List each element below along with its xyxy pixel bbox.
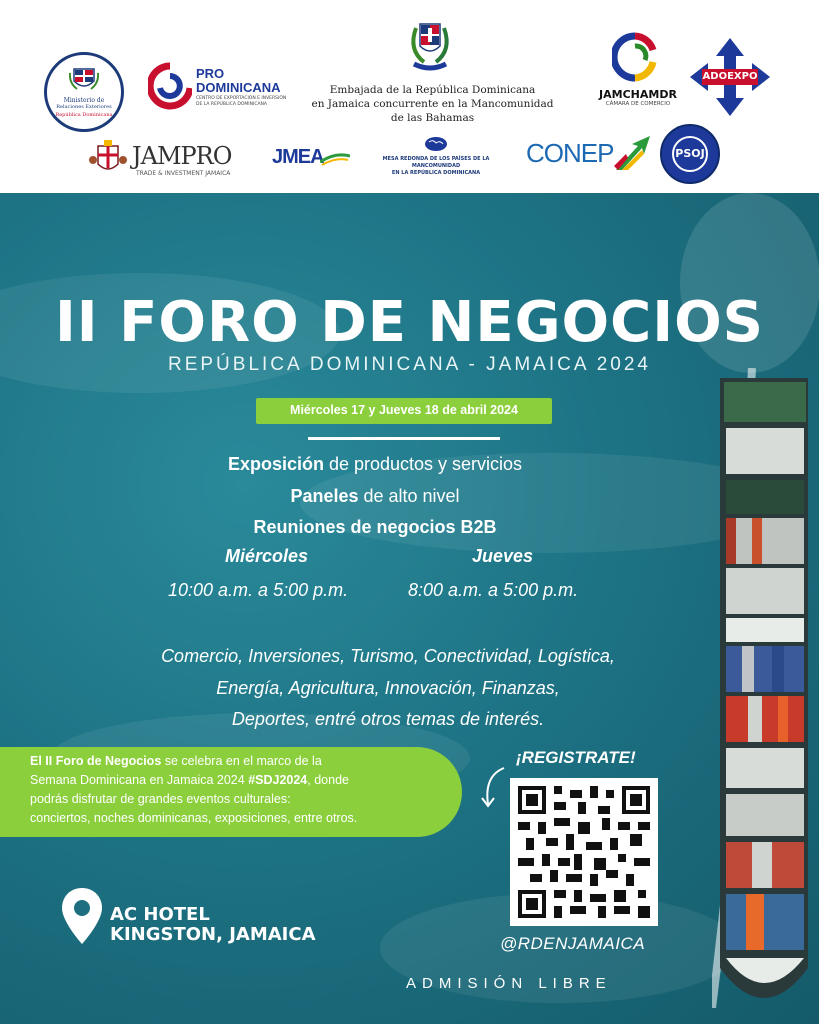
feature-exposicion-bold: Exposición [227,454,324,474]
conep-arrow-icon [612,136,652,172]
schedule-time2: 8:00 a.m. a 5:00 p.m. [408,580,579,600]
map-pin-icon [60,886,104,946]
jamchamdr-sub: CÁMARA DE COMERCIO [605,101,671,107]
mirex-line2: Relaciones Exteriores [56,104,112,110]
info-line4: conciertos, noches dominicanas, exposiciones, entre otros. [30,811,358,825]
mirex-line1: Ministerio de [63,97,105,104]
info-line2 [30,771,462,790]
info-bold1: El II Foro de Negocios [30,754,162,768]
prodominicana-name: DOMINICANA [196,80,281,95]
schedule-day2: Jueves [472,546,534,566]
event-subtitle: REPÚBLICA DOMINICANA - JAMAICA 2024 [167,354,651,375]
adoexpo-logo [688,36,772,118]
admission-text: ADMISIÓN LIBRE [406,975,612,992]
feature-exposicion [0,454,750,475]
schedule-day1: Miércoles [225,546,309,566]
qr-code-icon [518,786,650,918]
jampro-sub: TRADE & INVESTMENT JAMAICA [136,170,231,177]
dominican-coat-of-arms-icon [402,20,458,80]
dates-text: Miércoles 17 y Jueves 18 de abril 2024 [290,403,518,417]
psoj-logo [660,124,720,184]
feature-b2b: Reuniones de negocios B2B [253,517,497,537]
conep-logo [526,136,652,180]
jmea-swoosh-icon [320,150,350,166]
prodominicana-swirl-icon [148,62,192,112]
event-title: II FORO DE NEGOCIOS [54,290,765,355]
jamchamdr-logo [592,32,684,108]
topics-line2: Energía, Agricultura, Innovación, Finanzas, [216,678,560,698]
feature-paneles-bold: Paneles [290,486,359,506]
mesa-redonda-logo [380,136,492,184]
curved-arrow-icon [478,766,508,810]
info-line1 [30,752,462,771]
prodominicana-logo [148,62,298,117]
info-box [0,747,462,837]
jampro-logo [88,138,248,184]
embassy-line2: en Jamaica concurrente en la Mancomunidad [311,98,554,110]
adoexpo-name: ADOEXPO [702,71,758,82]
logo-header [0,0,819,193]
jamchamdr-name: JAMCHAMDR [599,88,677,101]
embassy-logo [300,20,565,130]
location-line1: AC HOTEL [110,904,210,925]
conep-name: CONEP [526,138,614,168]
embassy-line1: Embajada de la República Dominicana [329,84,536,96]
info-text3: , donde [307,773,349,787]
info-line3: podrás disfrutar de grandes eventos culturales: [30,792,291,806]
globe-icon [424,136,448,152]
feature-paneles [0,486,750,507]
topics-line1: Comercio, Inversiones, Turismo, Conectividad, Logística, [161,646,615,666]
mirex-line3: República Dominicana [55,112,113,118]
divider [308,437,500,440]
jamchamdr-emblem-icon [612,32,658,82]
qr-code[interactable] [510,778,658,926]
prodominicana-sub2: DE LA REPÚBLICA DOMINICANA [196,102,267,107]
mesa-line3: EN LA REPÚBLICA DOMINICANA [391,170,481,176]
embassy-line3: de las Bahamas [390,112,475,124]
info-text2: Semana Dominicana en Jamaica 2024 [30,773,249,787]
mesa-line2: MANCOMUNIDAD [411,163,461,169]
feature-paneles-rest: de alto nivel [358,486,460,506]
register-handle[interactable]: @RDENJAMAICA [500,934,646,953]
info-text1: se celebra en el marco de la [161,754,322,768]
info-bold2: #SDJ2024 [248,773,308,787]
feature-exposicion-rest: de productos y servicios [323,454,523,474]
prodominicana-pro: PRO [196,66,225,81]
schedule-time1: 10:00 a.m. a 5:00 p.m. [168,580,349,600]
jamaica-coat-of-arms-icon [88,140,128,180]
register-label: ¡REGISTRATE! [516,748,636,767]
dates-badge [256,398,552,424]
prodominicana-sub1: CENTRO DE EXPORTACIÓN E INVERSIÓN [196,96,287,101]
mirex-logo [44,52,124,132]
jampro-name: JAMPRO [132,142,232,170]
psoj-name: PSOJ [675,147,705,160]
location-line2: KINGSTON, JAMAICA [110,924,316,945]
mesa-line1: MESA REDONDA DE LOS PAÍSES DE LA [382,156,490,162]
topics-line3: Deportes, entré otros temas de interés. [231,709,545,729]
jmea-logo [272,146,352,176]
jmea-name: JMEA [272,146,324,168]
coat-of-arms-icon [69,65,99,93]
